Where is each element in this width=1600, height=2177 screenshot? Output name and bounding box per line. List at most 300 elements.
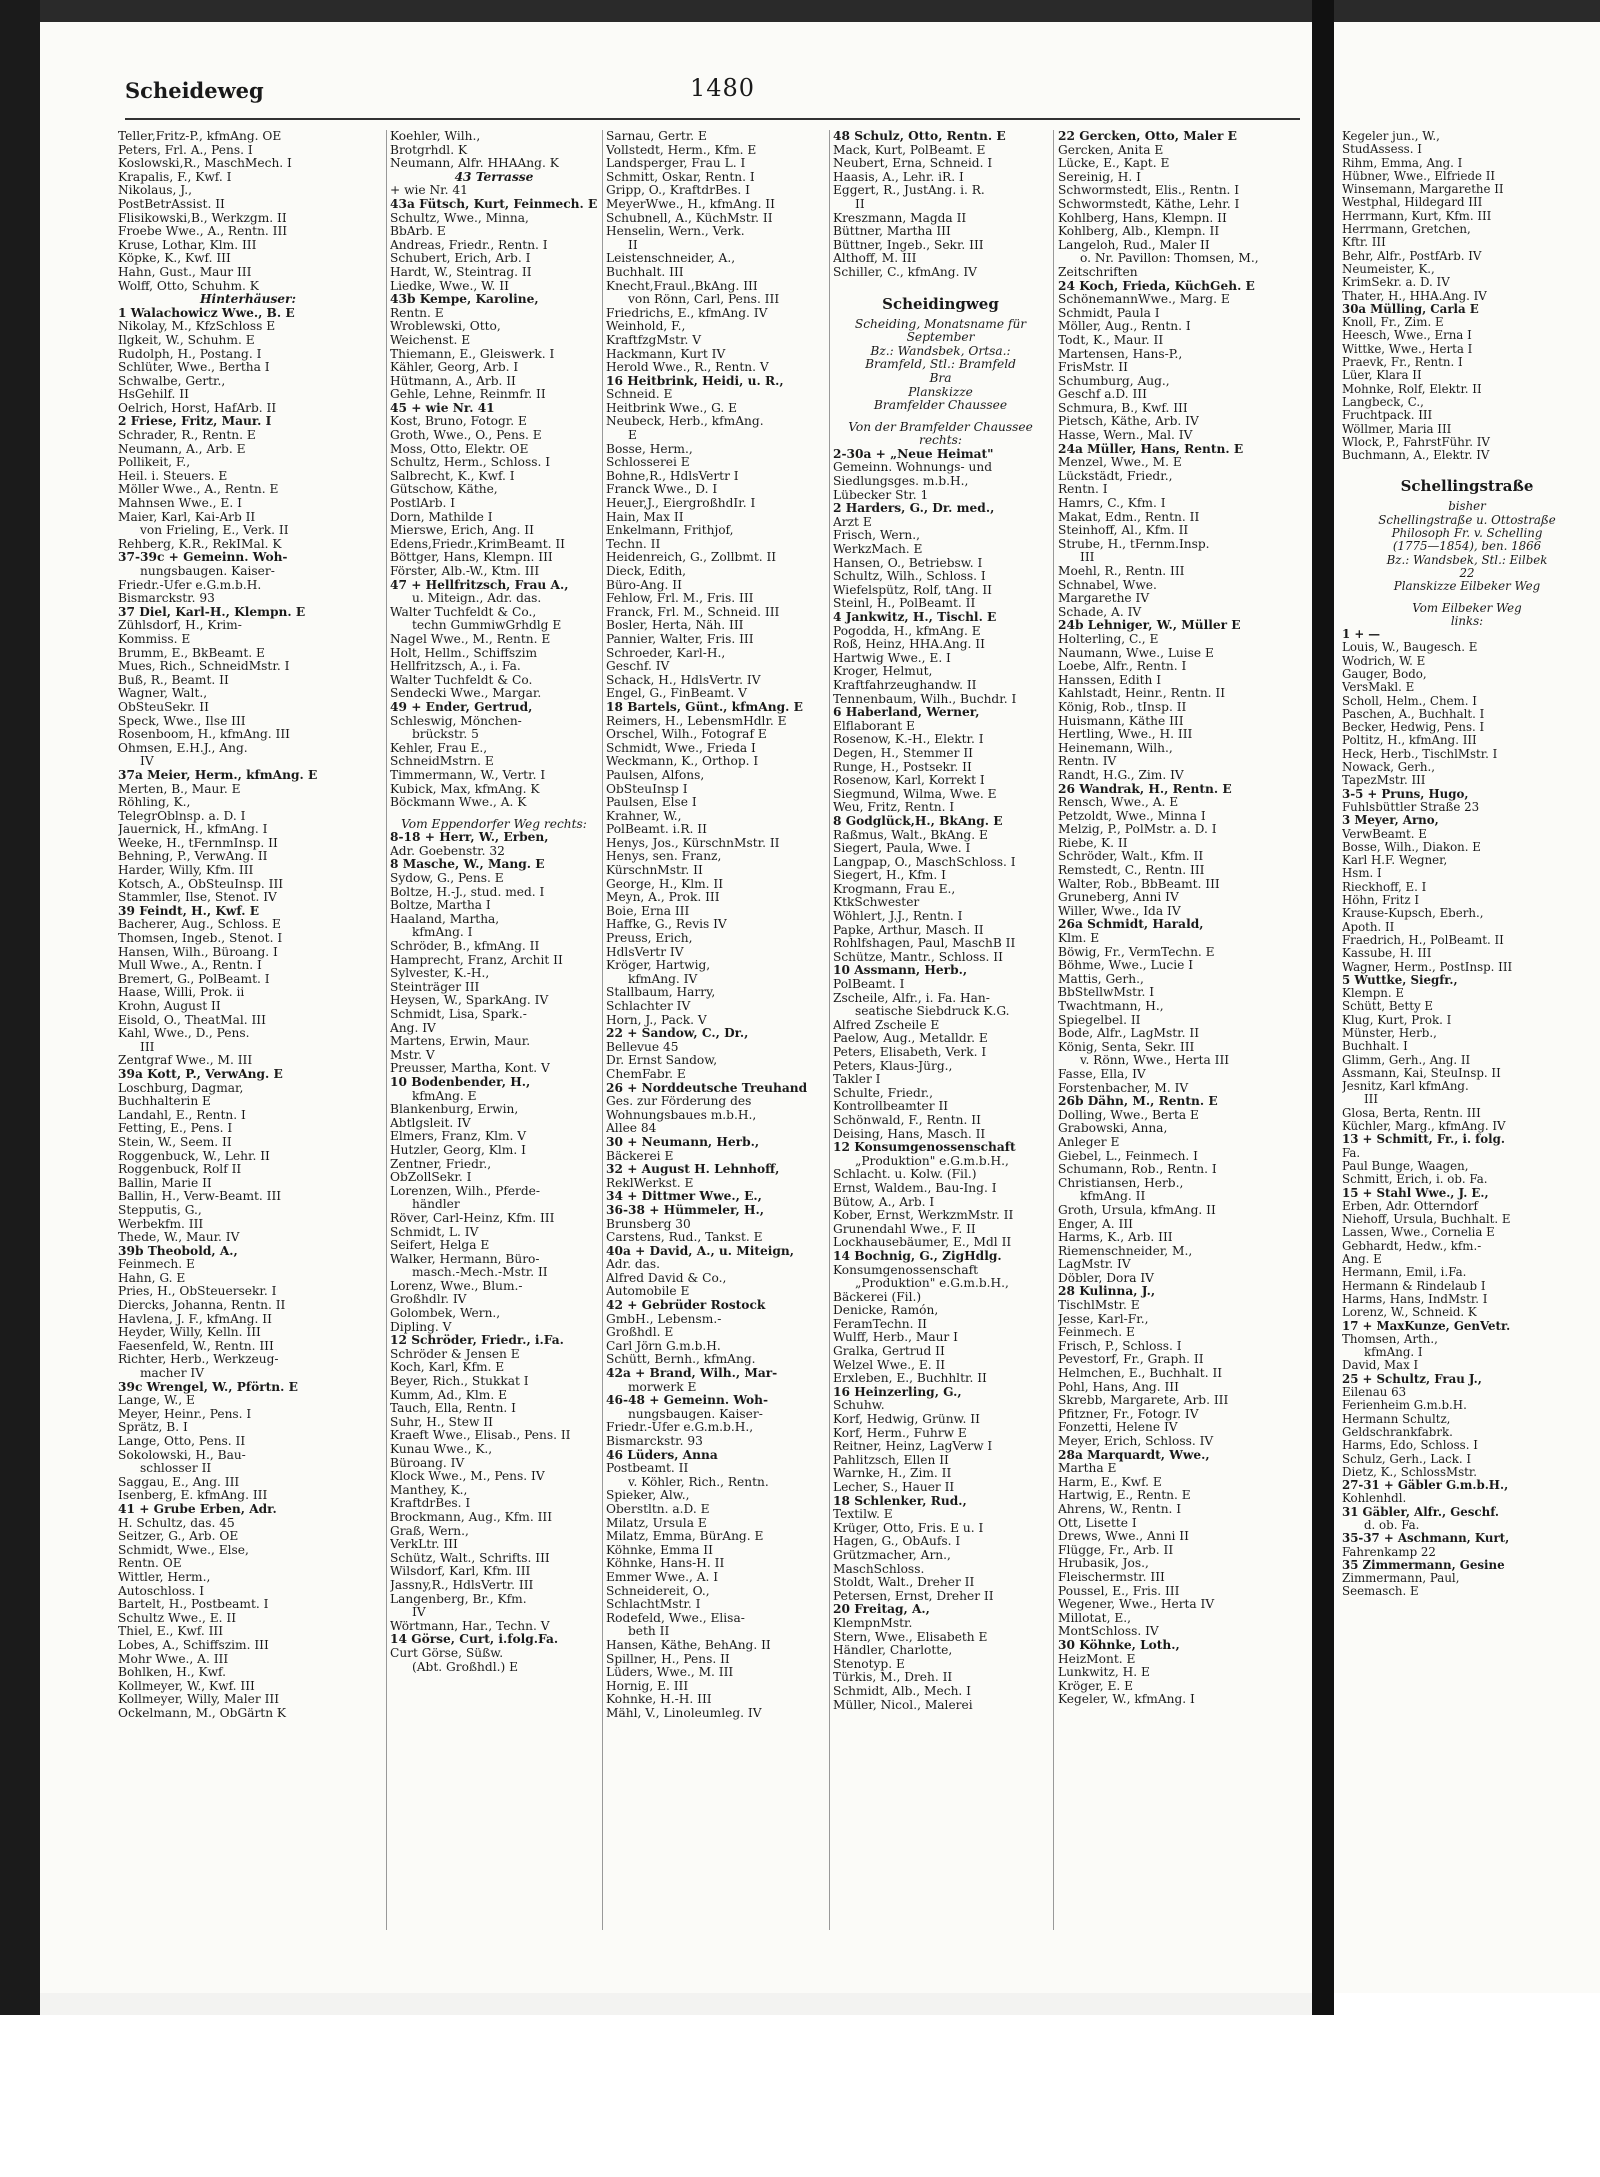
house-number-entry: 47 + Hellfritzsch, Frau A., [390,578,569,592]
resident-entry: Kftr. III [1342,236,1386,250]
resident-entry: BbArb. E [390,225,446,239]
entry-continuation: kfmAng. I [412,926,473,940]
resident-entry: Grabowski, Anna, [1058,1122,1168,1136]
resident-entry: Dr. Ernst Sandow, [606,1054,718,1068]
resident-entry: Stein, W., Seem. II [118,1135,232,1149]
resident-entry: Fahrenkamp 22 [1342,1545,1436,1559]
resident-entry: HeizMont. E [1058,1652,1136,1666]
resident-entry: Heysen, W., SparkAng. IV [390,994,549,1008]
resident-entry: Langeloh, Rud., Maler II [1058,238,1210,252]
resident-entry: Elflaborant E [833,719,915,733]
resident-entry: Reimers, H., LebensmHdlr. E [606,714,787,728]
resident-entry: Bremert, G., PolBeamt. I [118,972,270,986]
resident-entry: ObSteuSekr. II [118,700,209,714]
entry-continuation: brückstr. 5 [412,728,479,742]
resident-entry: Hamrs, C., Kfm. I [1058,497,1166,511]
house-number-entry: 5 Wuttke, Siegfr., [1342,973,1458,987]
resident-entry: SchneidMstrn. E [390,755,494,769]
resident-entry: Lübecker Str. 1 [833,488,929,502]
resident-entry: Kollmeyer, Willy, Maler III [118,1693,280,1707]
resident-entry: Gripp, O., KraftdrBes. I [606,184,750,198]
house-number-entry: 24b Lehniger, W., Müller E [1058,619,1241,633]
resident-entry: Kommiss. E [118,632,191,646]
house-number-entry: 49 + Ender, Gertrud, [390,700,533,714]
resident-entry: Herrmann, Gretchen, [1342,223,1471,237]
resident-entry: Ahrens, W., Rentn. I [1058,1502,1182,1516]
resident-entry: Hansen, O., Betriebsw. I [833,556,983,570]
resident-entry: Twachtmann, H., [1058,1000,1164,1013]
resident-entry: Horn, J., Pack. V [606,1013,707,1027]
resident-entry: KlempnMstr. [833,1616,913,1630]
resident-entry: Schwormstedt, Elis., Rentn. I [1058,184,1240,198]
resident-entry: Wöhlert, J.J., Rentn. I [833,910,963,924]
resident-entry: Forstenbacher, M. IV [1058,1081,1189,1095]
resident-entry: Gehle, Lehne, Reinmfr. II [390,388,546,402]
resident-entry: Kober, Ernst, WerkzmMstr. II [833,1209,1014,1223]
resident-entry: Fasse, Ella, IV [1058,1067,1146,1081]
resident-entry: Boltze, H.-J., stud. med. I [390,885,545,899]
resident-entry: Sprätz, B. I [118,1421,188,1435]
directory-column-2 [390,130,598,1930]
house-number-entry: 18 Bartels, Günt., kfmAng. E [606,700,803,714]
entry-continuation: techn GummiwGrhdlg E [412,619,562,633]
column-divider [602,130,603,1930]
resident-entry: Bohne,R., HdlsVertr I [606,469,739,483]
resident-entry: Ernst, Waldem., Bau-Ing. I [833,1181,997,1195]
resident-entry: Anleger E [1058,1135,1120,1149]
resident-entry: Schumburg, Aug., [1058,374,1170,388]
column-divider [829,130,830,1930]
house-number-entry: 24 Koch, Frieda, KüchGeh. E [1058,279,1255,293]
resident-entry: Meyer, Erich, Schloss. IV [1058,1435,1214,1448]
resident-entry: Wittke, Wwe., Herta I [1342,342,1473,356]
resident-entry: Kunau Wwe., K., [390,1443,493,1456]
resident-entry: Pietsch, Käthe, Arb. IV [1058,415,1199,429]
resident-entry: Preuss, Erich, [606,932,693,946]
resident-entry: Oberstltn. a.D. E [606,1502,710,1516]
house-number-entry: 43b Kempe, Karoline, [390,293,539,307]
resident-entry: Hansen, Käthe, BehAng. II [606,1638,771,1652]
house-number-entry: 35-37 + Aschmann, Kurt, [1342,1532,1510,1546]
directory-column-3 [606,130,824,1930]
resident-entry: Isenberg, E. kfmAng. III [118,1489,268,1503]
resident-entry: Bosse, Wilh., Diakon. E [1342,840,1481,854]
resident-entry: Schlosserei E [606,456,690,470]
resident-entry: Mohnke, Rolf, Elektr. II [1342,382,1482,396]
street-description: Von der Bramfelder Chaussee [848,420,1033,434]
resident-entry: Manthey, K., [390,1483,468,1497]
street-description: Scheiding, Monatsname für [854,317,1027,331]
resident-entry: Kotsch, A., ObSteuInsp. III [118,877,284,891]
resident-entry: Flisikowski,B., Werkzgm. II [118,211,287,225]
resident-entry: Paulsen, Else I [606,796,697,810]
resident-entry: Hrubasik, Jos., [1058,1557,1149,1571]
resident-entry: Riemenschneider, M., [1058,1244,1193,1258]
resident-entry: Köhnke, Emma II [606,1543,713,1557]
resident-entry: Steinhoff, Al., Kfm. II [1058,524,1189,538]
resident-entry: MeyerWwe., H., kfmAng. II [606,197,775,211]
resident-entry: Lorenzen, Wilh., Pferde- [390,1184,541,1198]
resident-entry: Heil. i. Steuers. E [118,469,228,483]
resident-entry: Fetting, E., Pens. I [118,1122,233,1136]
house-number-entry: 14 Görse, Curt, i.folg.Fa. [390,1633,559,1647]
resident-entry: Tauch, Ella, Rentn. I [390,1402,516,1416]
resident-entry: Röhling, K., [118,796,191,810]
resident-entry: Brotgrhdl. K [390,143,468,157]
resident-entry: Schrader, R., Rentn. E [118,429,256,443]
resident-entry: PostlArb. I [390,497,456,511]
resident-entry: Sydow, G., Pens. E [390,872,504,886]
resident-entry: Menzel, Wwe., M. E [1058,456,1182,470]
resident-entry: Pevestorf, Fr., Graph. II [1058,1353,1204,1367]
resident-entry: Zeitschriften [1058,265,1138,279]
resident-entry: Kubick, Max, kfmAng. K [390,782,540,796]
resident-entry: Lüer, Klara II [1342,369,1422,383]
street-description: September [906,331,975,345]
resident-entry: Salbrecht, K., Kwf. I [390,469,515,483]
resident-entry: Schmidt, Wwe., Else, [118,1543,249,1557]
resident-entry: Gemeinn. Wohnungs- und [833,461,993,475]
resident-entry: Lücke, E., Kapt. E [1058,157,1170,171]
house-number-entry: 2-30a + „Neue Heimat" [833,447,994,461]
resident-entry: Rodefeld, Wwe., Elisa- [606,1611,745,1625]
resident-entry: Möller, Aug., Rentn. I [1058,320,1191,334]
house-number-entry: 39b Theobold, A., [118,1244,238,1258]
house-number-entry: 26 Wandrak, H., Rentn. E [1058,782,1232,796]
resident-entry: Wittler, Herm., [118,1570,211,1584]
street-description: rechts: [919,434,962,448]
resident-entry: Friedrichs, E., kfmAng. IV [606,306,768,320]
resident-entry: Lorenz, W., Schneid. K [1342,1306,1477,1320]
resident-entry: Winsemann, Margarethe II [1342,183,1504,197]
resident-entry: Poltitz, H., kfmAng. III [1342,734,1477,748]
street-heading: Schellingstraße [1400,477,1534,496]
house-number-entry: 20 Freitag, A., [833,1603,930,1617]
resident-entry: Huismann, Käthe III [1058,714,1184,728]
resident-entry: Thiel, E., Kwf. III [118,1625,224,1639]
running-head: Scheideweg [125,78,264,103]
resident-entry: Müller, Nicol., Malerei [833,1698,973,1712]
resident-entry: Bohlken, H., Kwf. [118,1666,226,1680]
resident-entry: Holterling, C., E [1058,632,1159,646]
resident-entry: Roggenbuck, W., Lehr. II [118,1149,270,1163]
resident-entry: Hermann Schultz, [1342,1412,1451,1426]
resident-entry: Hartwig Wwe., E. I [833,651,951,665]
house-number-entry: 42 + Gebrüder Rostock [606,1299,766,1313]
section-label: Hinterhäuser: [200,293,296,307]
resident-entry: Langbeck, C., [1342,395,1424,409]
resident-entry: Hermann, Emil, i.Fa. [1342,1266,1467,1280]
resident-entry: Krahner, W., [606,809,682,823]
resident-entry: VerwBeamt. E [1342,827,1427,841]
resident-entry: Lobes, A., Schiffszim. III [118,1638,269,1652]
resident-entry: Wöllmer, Maria III [1342,422,1452,436]
resident-entry: Steinl, H., PolBeamt. II [833,597,976,611]
resident-entry: Reitner, Heinz, LagVerw I [833,1440,993,1454]
entry-continuation: „Produktion" e.G.m.b.H., [855,1154,1009,1168]
resident-entry: Neumann, A., Arb. E [118,442,246,456]
entry-continuation: III [140,1040,155,1054]
house-number-entry: 26 + Norddeutsche Treuhand [606,1081,808,1095]
resident-entry: Franck Wwe., D. I [606,483,718,497]
resident-entry: Lange, W., E [118,1394,195,1408]
resident-entry: Fraedrich, H., PolBeamt. II [1342,933,1504,947]
resident-entry: Grützmacher, Arn., [833,1548,951,1562]
resident-entry: Bäckerei E [606,1149,674,1163]
resident-entry: Christiansen, Herb., [1058,1176,1184,1190]
column-divider [1053,130,1054,1930]
resident-entry: Hornig, E. III [606,1679,689,1693]
house-number-entry: 42a + Brand, Wilh., Mar- [606,1367,778,1381]
resident-entry: Kohlenhdl. [1342,1492,1407,1506]
resident-entry: Händler, Charlotte, [833,1644,953,1658]
resident-entry: Harm, E., Kwf. E [1058,1475,1162,1489]
resident-entry: Dieck, Edith, [606,565,687,578]
blank-line [390,810,598,818]
resident-entry: Jauernick, H., kfmAng. I [118,823,268,837]
resident-entry: Loebe, Alfr., Rentn. I [1058,660,1187,674]
house-number-entry: 27-31 + Gäbler G.m.b.H., [1342,1479,1509,1493]
resident-entry: Schleswig, Mönchen- [390,714,522,728]
resident-entry: Korf, Herm., Fuhrw E [833,1426,967,1440]
section-label: 43 Terrasse [454,170,534,184]
resident-entry: Moehl, R., Rentn. III [1058,565,1185,578]
resident-entry: Lockhausebäumer, E., Mdl II [833,1236,1012,1250]
resident-entry: Kollmeyer, W., Kwf. III [118,1679,255,1693]
street-description: Philosoph Fr. v. Schelling [1391,527,1543,541]
resident-entry: Böhme, Wwe., Lucie I [1058,959,1194,973]
resident-entry: Walter, Rob., BbBeamt. III [1058,877,1220,891]
resident-entry: Zscheile, Alfr., i. Fa. Han- [833,991,990,1005]
resident-entry: Büttner, Martha III [833,225,951,239]
house-number-entry: 8 Godglück,H., BkAng. E [833,814,1003,828]
resident-entry: Boltze, Martha I [390,899,491,913]
resident-entry: Köhnke, Hans-H. II [606,1557,725,1571]
resident-entry: Karl H.F. Wegner, [1342,854,1448,868]
resident-entry: Zentner, Friedr., [390,1157,492,1171]
resident-entry: Dietz, K., SchlossMstr. [1342,1465,1477,1479]
resident-entry: Rehberg, K.R., RekIMal. K [118,537,282,551]
resident-entry: Herold Wwe., R., Rentn. V [606,361,769,375]
resident-entry: Frisch, Wern., [833,529,921,543]
resident-entry: Stallbaum, Harry, [606,986,716,1000]
resident-entry: Martensen, Hans-P., [1058,347,1183,361]
resident-entry: PostBetrAssist. II [118,197,225,211]
resident-entry: Rentn. E [390,306,444,320]
page-top-edge [40,0,1600,22]
resident-entry: Fehlow, Frl. M., Fris. III [606,592,754,606]
house-number-entry: 8-18 + Herr, W., Erben, [390,831,549,845]
resident-entry: Pahlitzsch, Ellen II [833,1453,949,1467]
resident-entry: Heinemann, Wilh., [1058,741,1173,755]
resident-entry: Pries, H., ObSteuersekr. I [118,1285,277,1299]
resident-entry: Seifert, Helga E [390,1239,490,1253]
resident-entry: Schroeder, Karl-H., [606,646,726,660]
resident-entry: Dorn, Mathilde I [390,510,493,524]
resident-entry: Seitzer, G., Arb. OE [118,1530,239,1544]
resident-entry: Bismarckstr. 93 [118,592,215,606]
resident-entry: Bartelt, H., Postbeamt. I [118,1598,269,1612]
resident-entry: Büttner, Ingeb., Sekr. III [833,238,984,252]
entry-continuation: E [628,429,637,443]
resident-entry: Takler I [833,1073,881,1087]
resident-entry: Warnke, H., Zim. II [833,1467,952,1481]
resident-entry: Leistenschneider, A., [606,252,736,266]
resident-entry: Edens,Friedr.,KrimBeamt. II [390,537,565,551]
entry-continuation: II [628,238,638,252]
resident-entry: Heck, Herb., TischlMstr. I [1342,747,1498,761]
house-number-entry: 12 Schröder, Friedr., i.Fa. [390,1334,564,1348]
resident-entry: König, Rob., tInsp. II [1058,700,1187,714]
resident-entry: Fa. [1342,1146,1361,1160]
resident-entry: Rihm, Emma, Ang. I [1342,156,1463,170]
entry-continuation: kfmAng. I [1364,1346,1423,1360]
page-number: 1480 [690,74,756,102]
house-number-entry: 41 + Grube Erben, Adr. [118,1502,277,1516]
resident-entry: Haase, Willi, Prok. ii [118,986,245,1000]
resident-entry: Rosenboom, H., kfmAng. III [118,728,290,742]
house-number-entry: 22 + Sandow, C., Dr., [606,1027,749,1041]
resident-entry: Brockmann, Aug., Kfm. III [390,1510,553,1524]
resident-entry: Raßmus, Walt., BkAng. E [833,828,988,842]
house-number-entry: 12 Konsumgenossenschaft [833,1141,1016,1155]
resident-entry: Thomsen, Arth., [1342,1332,1438,1346]
blank-line [1342,594,1592,602]
resident-entry: Nikolay, M., KfzSchloss E [118,320,276,334]
house-number-entry: 22 Gercken, Otto, Maler E [1058,130,1237,143]
resident-entry: Neumeister, K., [1342,262,1435,276]
resident-entry: Friedr.-Ufer e.G.m.b.H. [118,578,262,592]
house-number-entry: 35 Zimmermann, Gesine [1342,1558,1505,1572]
resident-entry: Sarnau, Gertr. E [606,130,707,143]
house-number-entry: 30 + Neumann, Herb., [606,1135,760,1149]
resident-entry: Krause-Kupsch, Eberh., [1342,907,1484,921]
resident-entry: Wagner, Walt., [118,687,208,701]
resident-entry: Kruse, Lothar, Klm. III [118,238,257,252]
resident-entry: Diercks, Johanna, Rentn. II [118,1299,286,1313]
resident-entry: Schlüter, Wwe., Bertha I [118,361,270,375]
resident-entry: Apoth. II [1342,920,1395,934]
resident-entry: Blankenburg, Erwin, [390,1103,519,1117]
house-number-entry: 28a Marquardt, Wwe., [1058,1448,1210,1462]
resident-entry: Klempn. E [1342,987,1405,1001]
resident-entry: Höhn, Fritz I [1342,894,1420,908]
resident-entry: Köpke, K., Kwf. III [118,252,231,266]
resident-entry: Krüger, Otto, Fris. E u. I [833,1521,984,1535]
street-heading: Scheidingweg [882,294,999,313]
resident-entry: Maier, Karl, Kai-Arb II [118,510,256,524]
resident-entry: Giebel, L., Feinmech. I [1058,1149,1198,1163]
resident-entry: Kreszmann, Magda II [833,211,967,225]
resident-entry: SchlachtMstr. I [606,1598,701,1612]
resident-entry: Rosenow, K.-H., Elektr. I [833,733,984,747]
resident-entry: Sereinig, H. I [1058,170,1141,184]
resident-entry: Gütschow, Käthe, [390,483,498,497]
entry-continuation: IV [140,755,154,769]
resident-entry: StudAssess. I [1342,143,1422,157]
resident-entry: Groth, Wwe., O., Pens. E [390,429,542,443]
resident-entry: Langpap, O., MaschSchloss. I [833,855,1016,869]
resident-entry: SchönemannWwe., Marg. E [1058,293,1230,307]
house-number-entry: 18 Schlenker, Rud., [833,1494,967,1508]
resident-entry: Rentn. OE [118,1557,182,1571]
entry-continuation: IV [412,1606,426,1620]
house-number-entry: 15 + Stahl Wwe., J. E., [1342,1186,1489,1200]
resident-entry: Klm. E [1058,932,1100,946]
resident-entry: Paschen, A., Buchhalt. I [1342,707,1485,721]
street-description: Bz.: Wandsbek, Ortsa.: [870,344,1011,358]
resident-entry: Adr. das. [606,1258,661,1272]
resident-entry: Froebe Wwe., A., Rentn. III [118,225,288,239]
resident-entry: Buchhalterin E [118,1095,211,1109]
resident-entry: Bütow, A., Arb. I [833,1195,935,1209]
resident-entry: Enger, A. III [1058,1217,1133,1231]
resident-entry: Rensch, Wwe., A. E [1058,796,1179,810]
resident-entry: Drews, Wwe., Anni II [1058,1530,1189,1544]
resident-entry: Schneidereit, O., [606,1584,710,1598]
resident-entry: Stenotyp. E [833,1657,905,1671]
blank-line [833,280,1048,288]
resident-entry: Textilw. E [833,1508,893,1522]
entry-continuation: nungsbaugen. Kaiser- [140,565,275,578]
resident-entry: Gruneberg, Anni IV [1058,891,1179,905]
resident-entry: Jesse, Karl-Fr., [1058,1312,1149,1326]
resident-entry: Orschel, Wilh., Fotograf E [606,728,767,742]
resident-entry: Schmidt, Lisa, Spark.- [390,1008,527,1021]
resident-entry: Schneid. E [606,388,673,402]
resident-entry: Großhdl. E [606,1326,674,1340]
resident-entry: Stern, Wwe., Elisabeth E [833,1630,988,1644]
house-number-entry: 30 Köhnke, Loth., [1058,1638,1180,1652]
street-description: Bra [929,371,952,385]
resident-entry: Autoschloss. I [118,1584,205,1598]
house-number-entry: 46-48 + Gemeinn. Woh- [606,1394,769,1408]
resident-entry: Möller Wwe., A., Rentn. E [118,483,279,497]
resident-entry: Behr, Alfr., PostfArb. IV [1342,249,1482,263]
resident-entry: Klock Wwe., M., Pens. IV [390,1470,545,1484]
resident-entry: Saggau, E., Ang. III [118,1475,240,1489]
resident-entry: Hain, Max II [606,510,684,524]
entry-continuation: v. Rönn, Wwe., Herta III [1080,1054,1230,1068]
resident-entry: Elmers, Franz, Klm. V [390,1130,527,1144]
house-number-entry: 30a Mülling, Carla E [1342,302,1479,316]
resident-entry: Wilsdorf, Karl, Kfm. III [390,1565,531,1579]
resident-entry: Moss, Otto, Elektr. OE [390,442,529,456]
resident-entry: Glosa, Berta, Rentn. III [1342,1106,1481,1120]
resident-entry: Thiemann, E., Gleiswerk. I [390,347,555,361]
resident-entry: Siegmund, Wilma, Wwe. E [833,787,997,801]
resident-entry: MaschSchloss. [833,1562,925,1576]
resident-entry: FeramTechn. II [833,1317,927,1331]
resident-entry: Türkis, M., Dreh. II [833,1671,953,1685]
house-number-entry: 37a Meier, Herm., kfmAng. E [118,768,318,782]
resident-entry: David, Max I [1342,1359,1419,1373]
resident-entry: Pfitzner, Fr., Fotogr. IV [1058,1407,1199,1421]
house-number-entry: 39a Kott, P., VerwAng. E [118,1067,283,1081]
resident-entry: + wie Nr. 41 [390,184,468,198]
resident-entry: Degen, H., Stemmer II [833,746,973,760]
resident-entry: Franck, Frl. M., Schneid. III [606,605,780,619]
resident-entry: Kohlberg, Hans, Klempn. II [1058,211,1227,225]
resident-entry: Bäckerei (Fil.) [833,1290,922,1304]
resident-entry: Schlacht. u. Kolw. (Fil.) [833,1168,977,1182]
resident-entry: Ballin, Marie II [118,1176,212,1190]
resident-entry: Henselin, Wern., Verk. [606,225,745,239]
column-divider [386,130,387,1930]
resident-entry: Jesnitz, Karl kfmAng. [1342,1080,1469,1094]
street-description: Planskizze Eilbeker Weg [1393,580,1541,594]
resident-entry: Paul Bunge, Waagen, [1342,1159,1469,1173]
